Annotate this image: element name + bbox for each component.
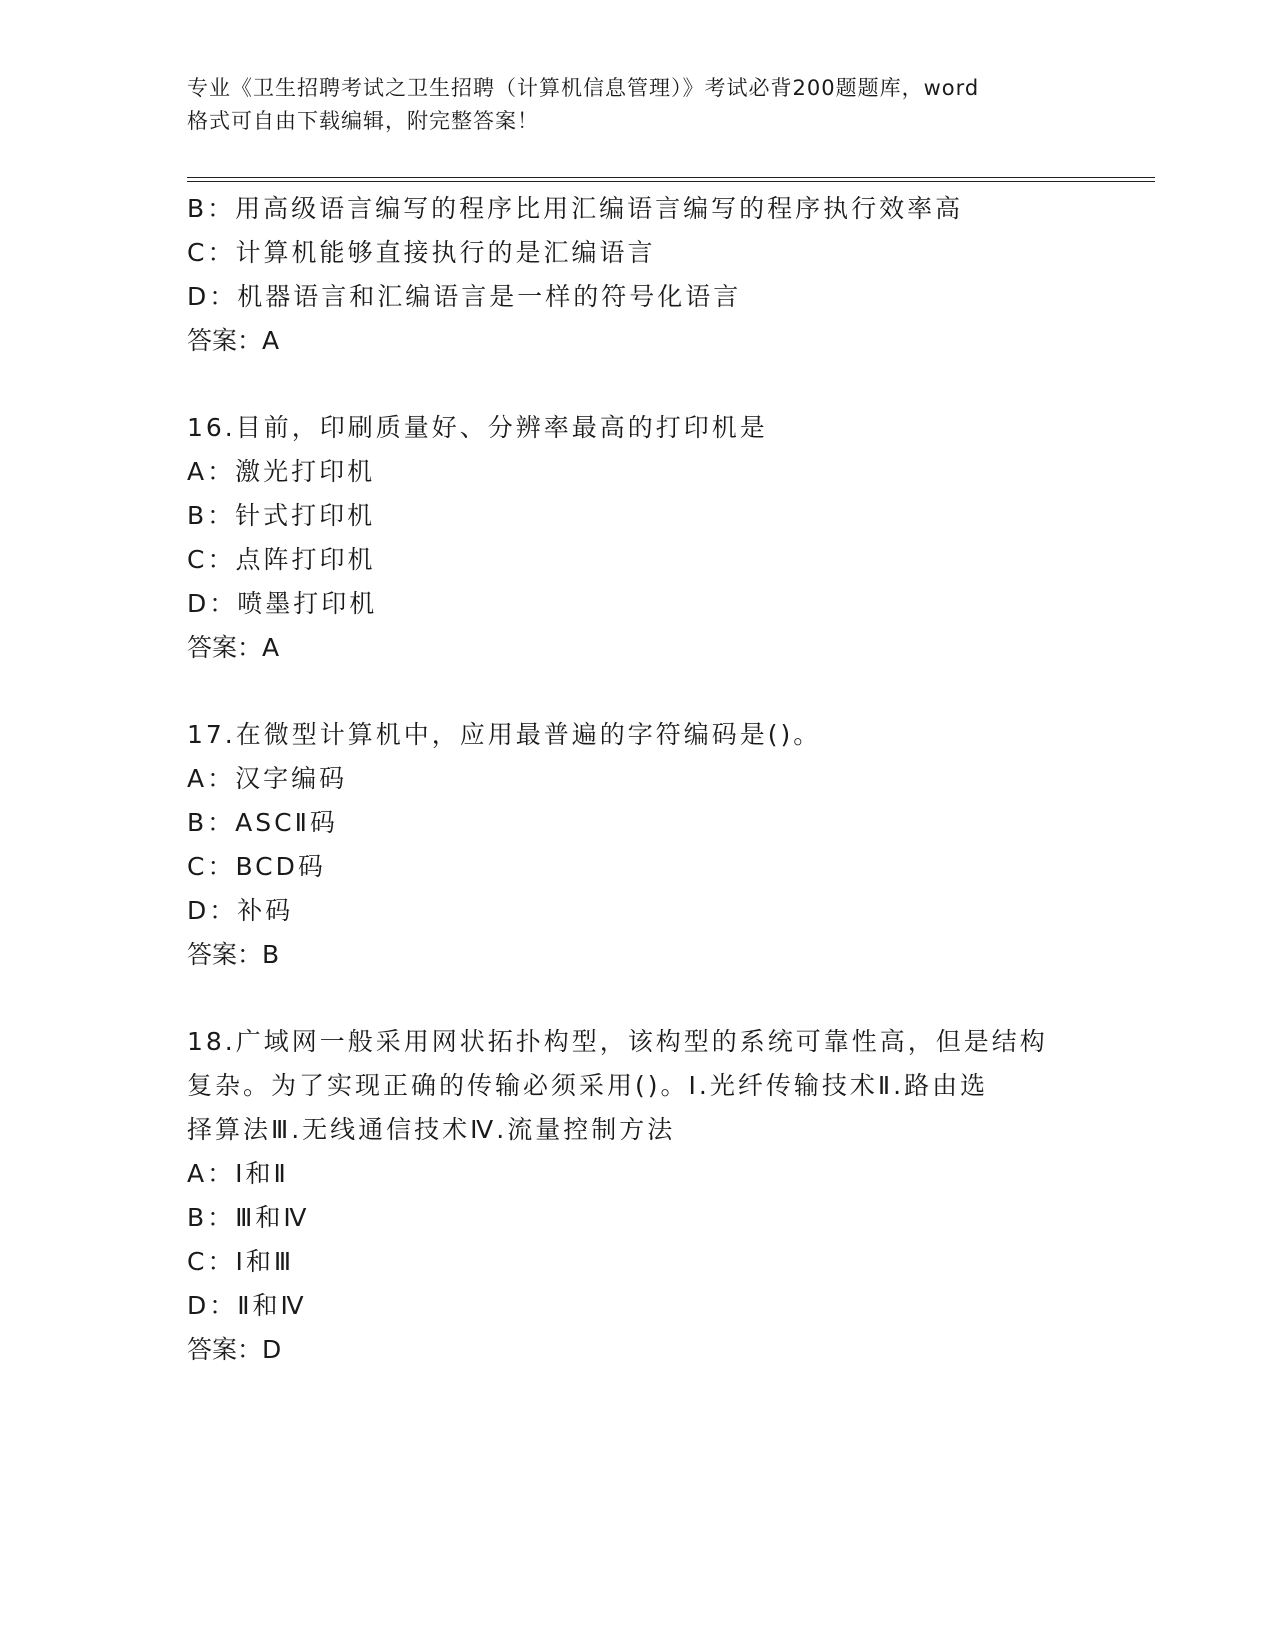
q16-answer: 答案：A	[187, 633, 280, 662]
q15-option-c: C：计算机能够直接执行的是汇编语言	[187, 238, 656, 267]
q16-option-c: C：点阵打印机	[187, 545, 376, 574]
q17-option-c: C：BCD码	[187, 852, 326, 881]
q15-option-d: D：机器语言和汇编语言是一样的符号化语言	[187, 282, 742, 311]
q17-option-a: A：汉字编码	[187, 764, 348, 793]
q18-option-d: D：Ⅱ和Ⅳ	[187, 1291, 307, 1320]
q17-question: 17.在微型计算机中，应用最普遍的字符编码是()。	[187, 720, 822, 749]
document-header	[187, 72, 1087, 138]
header-line-2: 格式可自由下载编辑，附完整答案！	[187, 109, 539, 133]
q15-answer: 答案：A	[187, 326, 280, 355]
q18-question-line-2: 复杂。为了实现正确的传输必须采用()。Ⅰ.光纤传输技术Ⅱ.路由选	[187, 1071, 989, 1100]
q17-option-b: B：ASCⅡ码	[187, 808, 338, 837]
q16-question: 16.目前，印刷质量好、分辨率最高的打印机是	[187, 413, 768, 442]
q18-option-b: B：Ⅲ和Ⅳ	[187, 1203, 310, 1232]
q17-answer: 答案：B	[187, 940, 280, 969]
q18-option-c: C：Ⅰ和Ⅲ	[187, 1247, 295, 1276]
q16-option-b: B：针式打印机	[187, 501, 376, 530]
q18-answer: 答案：D	[187, 1335, 282, 1364]
header-divider	[187, 177, 1155, 182]
header-line-1: 专业《卫生招聘考试之卫生招聘（计算机信息管理）》考试必背200题题库，word	[187, 76, 980, 100]
q18-question-line-3: 择算法Ⅲ.无线通信技术Ⅳ.流量控制方法	[187, 1115, 676, 1144]
q18-question-line-1: 18.广域网一般采用网状拓扑构型，该构型的系统可靠性高，但是结构	[187, 1027, 1048, 1056]
q18-option-a: A：Ⅰ和Ⅱ	[187, 1159, 289, 1188]
q16-option-a: A：激光打印机	[187, 457, 376, 486]
q16-option-d: D：喷墨打印机	[187, 589, 378, 618]
q17-option-d: D：补码	[187, 896, 294, 925]
q15-option-b: B：用高级语言编写的程序比用汇编语言编写的程序执行效率高	[187, 194, 964, 223]
